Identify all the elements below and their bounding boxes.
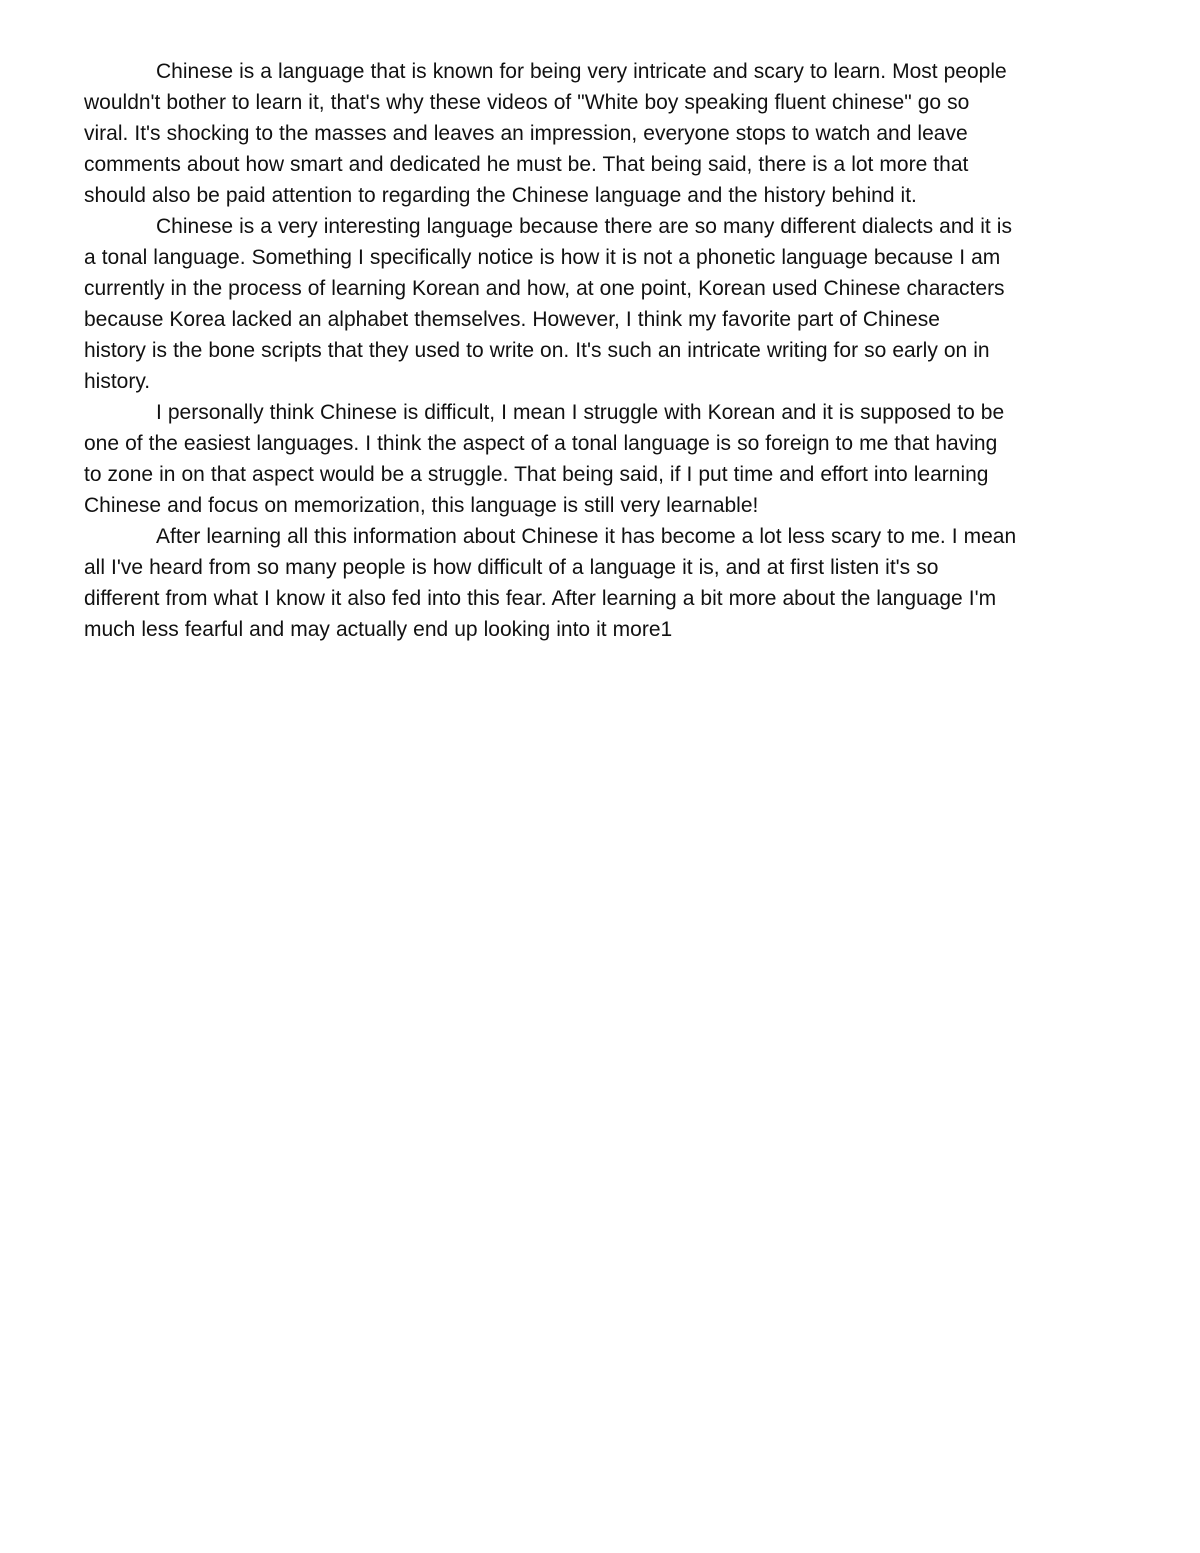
paragraph-3 [84, 397, 1124, 521]
paragraph-line: currently in the process of learning Korean and how, at one point, Korean used Chinese characters [84, 277, 1005, 300]
paragraph-line: history is the bone scripts that they used to write on. It's such an intricate writing for so early on in [84, 339, 990, 362]
paragraph-1 [84, 56, 1124, 211]
paragraph-line: because Korea lacked an alphabet themselves. However, I think my favorite part of Chinese [84, 308, 940, 331]
paragraph-line: After learning all this information about Chinese it has become a lot less scary to me. I mean [156, 525, 1017, 548]
paragraph-line: comments about how smart and dedicated he must be. That being said, there is a lot more that [84, 153, 969, 176]
paragraph-line: wouldn't bother to learn it, that's why these videos of "White boy speaking fluent chinese" go so [84, 91, 970, 114]
paragraph-2 [84, 211, 1124, 397]
paragraph-line: Chinese and focus on memorization, this language is still very learnable! [84, 494, 759, 517]
paragraph-line: Chinese is a very interesting language because there are so many different dialects and it is [156, 215, 1012, 238]
paragraph-line: history. [84, 370, 151, 393]
paragraph-line: different from what I know it also fed into this fear. After learning a bit more about the language I'm [84, 587, 997, 610]
paragraph-line: one of the easiest languages. I think the aspect of a tonal language is so foreign to me that having [84, 432, 998, 455]
paragraph-line: viral. It's shocking to the masses and leaves an impression, everyone stops to watch and leave [84, 122, 968, 145]
document-body [84, 56, 1124, 645]
paragraph-line: I personally think Chinese is difficult, I mean I struggle with Korean and it is supposed to be [156, 401, 1005, 424]
paragraph-line: should also be paid attention to regarding the Chinese language and the history behind it. [84, 184, 917, 207]
paragraph-line: to zone in on that aspect would be a struggle. That being said, if I put time and effort into learning [84, 463, 989, 486]
paragraph-line: a tonal language. Something I specifically notice is how it is not a phonetic language because I am [84, 246, 1001, 269]
paragraph-line: all I've heard from so many people is how difficult of a language it is, and at first listen it's so [84, 556, 939, 579]
paragraph-line: much less fearful and may actually end up looking into it more1 [84, 618, 673, 641]
paragraph-line: Chinese is a language that is known for being very intricate and scary to learn. Most people [156, 60, 1007, 83]
paragraph-4 [84, 521, 1124, 645]
